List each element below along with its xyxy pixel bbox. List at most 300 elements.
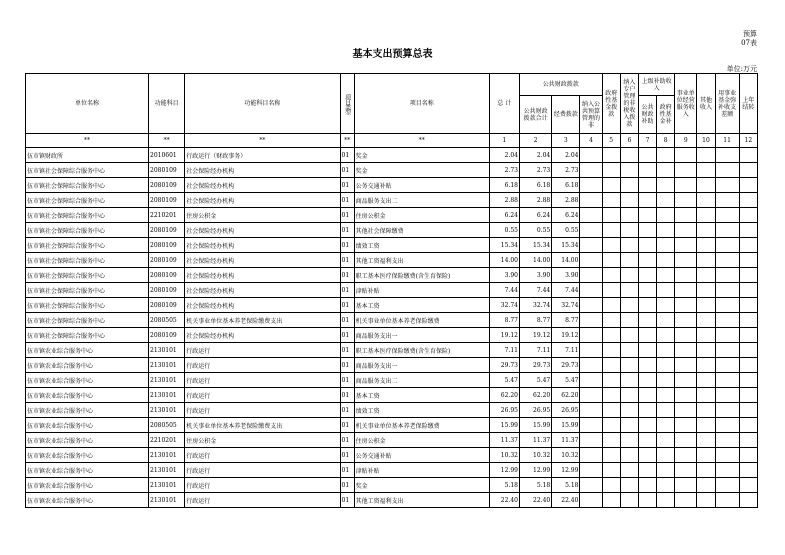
report-code-line1: 预算 [743, 30, 757, 38]
text-cell: 伍市镇农业综合服务中心 [26, 388, 149, 403]
empty-cell [715, 418, 739, 433]
amount-cell: 8.77 [489, 313, 519, 328]
text-cell: 01 [340, 343, 354, 358]
table-row [26, 403, 758, 418]
amount-cell: 11.37 [489, 433, 519, 448]
empty-cell [620, 388, 638, 403]
empty-cell [697, 328, 715, 343]
amount-cell: 2.04 [552, 148, 580, 163]
header-item-type [340, 74, 354, 134]
empty-cell [638, 268, 656, 283]
amount-cell: 12.99 [489, 463, 519, 478]
empty-cell [602, 418, 620, 433]
empty-cell [620, 403, 638, 418]
empty-cell [715, 328, 739, 343]
empty-cell [697, 493, 715, 508]
empty-cell [675, 193, 697, 208]
empty-cell [580, 208, 602, 223]
amount-cell: 7.11 [552, 343, 580, 358]
empty-cell [620, 208, 638, 223]
amount-cell: 7.11 [489, 343, 519, 358]
empty-cell [657, 193, 675, 208]
amount-cell: 19.12 [489, 328, 519, 343]
empty-cell [675, 388, 697, 403]
empty-cell [657, 163, 675, 178]
empty-cell [580, 283, 602, 298]
text-cell: 伍市镇社会保障综合服务中心 [26, 283, 149, 298]
empty-cell [580, 418, 602, 433]
table-row [26, 433, 758, 448]
empty-cell [602, 163, 620, 178]
amount-cell: 14.00 [552, 253, 580, 268]
empty-cell [657, 208, 675, 223]
amount-cell: 5.47 [519, 373, 551, 388]
header-fund-in [580, 96, 602, 134]
empty-cell [697, 343, 715, 358]
empty-cell [638, 478, 656, 493]
empty-cell [638, 283, 656, 298]
text-cell: 01 [340, 283, 354, 298]
text-cell: 社会保险经办机构 [185, 238, 340, 253]
empty-cell [739, 223, 757, 238]
empty-cell [602, 178, 620, 193]
empty-cell [620, 253, 638, 268]
text-cell: 01 [340, 373, 354, 388]
empty-cell [675, 223, 697, 238]
text-cell: 机关事业单位基本养老保险缴费支出 [185, 418, 340, 433]
text-cell: 2210201 [149, 208, 185, 223]
empty-cell [657, 283, 675, 298]
empty-cell [657, 223, 675, 238]
text-cell: 伍市镇社会保障综合服务中心 [26, 223, 149, 238]
table-row [26, 208, 758, 223]
text-cell: 2130101 [149, 478, 185, 493]
empty-cell [739, 448, 757, 463]
empty-cell [715, 433, 739, 448]
empty-cell [638, 328, 656, 343]
header-business [675, 74, 697, 134]
empty-cell [580, 268, 602, 283]
empty-cell [657, 403, 675, 418]
header-func-code: 功能科目 [149, 74, 185, 134]
empty-cell [739, 328, 757, 343]
amount-cell: 7.44 [489, 283, 519, 298]
amount-cell: 26.95 [489, 403, 519, 418]
text-cell: 2130101 [149, 358, 185, 373]
table-row [26, 283, 758, 298]
index-cell: 4 [580, 134, 602, 148]
amount-cell: 3.90 [519, 268, 551, 283]
text-cell: 01 [340, 298, 354, 313]
empty-cell [638, 163, 656, 178]
text-cell: 2080505 [149, 418, 185, 433]
empty-cell [657, 313, 675, 328]
empty-cell [638, 148, 656, 163]
text-cell: 伍市镇社会保障综合服务中心 [26, 253, 149, 268]
text-cell: 奖金 [354, 478, 489, 493]
empty-cell [580, 253, 602, 268]
text-cell: 行政运行 [185, 463, 340, 478]
text-cell: 伍市镇社会保障综合服务中心 [26, 298, 149, 313]
empty-cell [697, 403, 715, 418]
index-cell: 2 [519, 134, 551, 148]
empty-cell [602, 208, 620, 223]
empty-cell [739, 358, 757, 373]
index-cell: 10 [697, 134, 715, 148]
empty-cell [715, 373, 739, 388]
text-cell: 01 [340, 223, 354, 238]
empty-cell [715, 493, 739, 508]
empty-cell [715, 208, 739, 223]
amount-cell: 2.88 [489, 193, 519, 208]
amount-cell: 26.95 [552, 403, 580, 418]
empty-cell [715, 163, 739, 178]
text-cell: 伍市镇农业综合服务中心 [26, 493, 149, 508]
amount-cell: 12.99 [519, 463, 551, 478]
table-row [26, 463, 758, 478]
empty-cell [657, 253, 675, 268]
text-cell: 行政运行 [185, 343, 340, 358]
amount-cell: 3.90 [489, 268, 519, 283]
index-row [26, 134, 758, 148]
text-cell: 01 [340, 208, 354, 223]
text-cell: 住房公积金 [185, 433, 340, 448]
text-cell: 伍市镇社会保障综合服务中心 [26, 313, 149, 328]
empty-cell [675, 298, 697, 313]
text-cell: 行政运行 [185, 403, 340, 418]
empty-cell [697, 283, 715, 298]
header-item-type-label: 项目类型 [343, 93, 351, 114]
amount-cell: 29.73 [552, 358, 580, 373]
empty-cell [675, 253, 697, 268]
empty-cell [602, 193, 620, 208]
amount-cell: 0.55 [519, 223, 551, 238]
empty-cell [602, 298, 620, 313]
empty-cell [657, 238, 675, 253]
text-cell: 01 [340, 403, 354, 418]
empty-cell [657, 328, 675, 343]
empty-cell [580, 148, 602, 163]
text-cell: 奖金 [354, 148, 489, 163]
text-cell: 社会保险经办机构 [185, 178, 340, 193]
empty-cell [638, 433, 656, 448]
amount-cell: 10.32 [489, 448, 519, 463]
index-cell: 5 [602, 134, 620, 148]
text-cell: 职工基本医疗保险缴费(含生育保险) [354, 343, 489, 358]
empty-cell [657, 388, 675, 403]
empty-cell [657, 463, 675, 478]
header-upper-public: 公共财政补助 [638, 96, 656, 134]
header-business-label: 事业单位经营服务收入 [676, 89, 695, 118]
amount-cell: 0.55 [552, 223, 580, 238]
text-cell: 2080109 [149, 178, 185, 193]
index-cell: 1 [489, 134, 519, 148]
table-body [26, 134, 758, 508]
text-cell: 伍市镇农业综合服务中心 [26, 463, 149, 478]
empty-cell [602, 238, 620, 253]
empty-cell [739, 298, 757, 313]
amount-cell: 0.55 [489, 223, 519, 238]
amount-cell: 2.04 [519, 148, 551, 163]
table-row [26, 313, 758, 328]
empty-cell [580, 448, 602, 463]
empty-cell [675, 313, 697, 328]
text-cell: 商品服务支出一 [354, 358, 489, 373]
empty-cell [715, 298, 739, 313]
text-cell: 行政运行 [185, 448, 340, 463]
text-cell: 01 [340, 193, 354, 208]
text-cell: 2130101 [149, 388, 185, 403]
empty-cell [739, 283, 757, 298]
text-cell: 社会保险经办机构 [185, 163, 340, 178]
empty-cell [739, 433, 757, 448]
empty-cell [657, 358, 675, 373]
amount-cell: 15.34 [489, 238, 519, 253]
amount-cell: 5.47 [552, 373, 580, 388]
text-cell: 01 [340, 418, 354, 433]
empty-cell [620, 163, 638, 178]
empty-cell [675, 328, 697, 343]
empty-cell [602, 253, 620, 268]
empty-cell [697, 193, 715, 208]
text-cell: 01 [340, 388, 354, 403]
empty-cell [580, 358, 602, 373]
text-cell: 其他社会保障缴费 [354, 223, 489, 238]
text-cell: 职工基本医疗保险缴费(含生育保险) [354, 268, 489, 283]
index-cell: ** [354, 134, 489, 148]
text-cell: 伍市镇农业综合服务中心 [26, 433, 149, 448]
header-total: 总 计 [489, 74, 519, 134]
text-cell: 01 [340, 148, 354, 163]
empty-cell [620, 328, 638, 343]
text-cell: 2130101 [149, 463, 185, 478]
empty-cell [739, 178, 757, 193]
empty-cell [697, 358, 715, 373]
text-cell: 2130101 [149, 373, 185, 388]
amount-cell: 2.73 [519, 163, 551, 178]
empty-cell [638, 403, 656, 418]
amount-cell: 6.18 [552, 178, 580, 193]
empty-cell [675, 373, 697, 388]
header-public-total: 公共财政拨款合计 [519, 96, 551, 134]
amount-cell: 10.32 [519, 448, 551, 463]
empty-cell [697, 148, 715, 163]
amount-cell: 29.73 [489, 358, 519, 373]
empty-cell [580, 238, 602, 253]
amount-cell: 7.44 [519, 283, 551, 298]
amount-cell: 2.88 [519, 193, 551, 208]
empty-cell [620, 298, 638, 313]
empty-cell [697, 418, 715, 433]
empty-cell [580, 463, 602, 478]
header-upper-group: 上级补助收入 [638, 74, 674, 96]
text-cell: 01 [340, 448, 354, 463]
header-gov-fund-label: 政府性基金拨款 [605, 89, 618, 118]
empty-cell [697, 448, 715, 463]
empty-cell [675, 358, 697, 373]
empty-cell [602, 463, 620, 478]
empty-cell [657, 448, 675, 463]
empty-cell [620, 178, 638, 193]
text-cell: 2210201 [149, 433, 185, 448]
amount-cell: 15.34 [519, 238, 551, 253]
text-cell: 2080109 [149, 238, 185, 253]
empty-cell [602, 433, 620, 448]
amount-cell: 62.20 [552, 388, 580, 403]
amount-cell: 11.37 [519, 433, 551, 448]
empty-cell [715, 193, 739, 208]
empty-cell [657, 298, 675, 313]
text-cell: 伍市镇农业综合服务中心 [26, 478, 149, 493]
text-cell: 伍市镇农业综合服务中心 [26, 418, 149, 433]
text-cell: 商品服务支出二 [354, 193, 489, 208]
empty-cell [620, 478, 638, 493]
empty-cell [675, 433, 697, 448]
empty-cell [697, 208, 715, 223]
empty-cell [620, 463, 638, 478]
empty-cell [580, 433, 602, 448]
text-cell: 其他工资福利支出 [354, 253, 489, 268]
amount-cell: 7.44 [552, 283, 580, 298]
index-cell: 3 [552, 134, 580, 148]
text-cell: 2080109 [149, 163, 185, 178]
amount-cell: 62.20 [519, 388, 551, 403]
empty-cell [580, 328, 602, 343]
empty-cell [715, 253, 739, 268]
text-cell: 2080109 [149, 253, 185, 268]
amount-cell: 29.73 [519, 358, 551, 373]
index-cell: 9 [675, 134, 697, 148]
empty-cell [657, 373, 675, 388]
table-row [26, 253, 758, 268]
page-title: 基本支出预算总表 [352, 49, 433, 60]
text-cell: 2130101 [149, 493, 185, 508]
empty-cell [697, 223, 715, 238]
text-cell: 社会保险经办机构 [185, 268, 340, 283]
table-row [26, 148, 758, 163]
empty-cell [697, 178, 715, 193]
table-row [26, 448, 758, 463]
empty-cell [580, 388, 602, 403]
empty-cell [715, 283, 739, 298]
empty-cell [657, 178, 675, 193]
empty-cell [620, 433, 638, 448]
empty-cell [715, 268, 739, 283]
table-row [26, 193, 758, 208]
empty-cell [620, 238, 638, 253]
empty-cell [620, 373, 638, 388]
empty-cell [675, 148, 697, 163]
empty-cell [638, 493, 656, 508]
table-row [26, 493, 758, 508]
amount-cell: 62.20 [489, 388, 519, 403]
empty-cell [739, 463, 757, 478]
empty-cell [697, 463, 715, 478]
empty-cell [602, 373, 620, 388]
amount-cell: 19.12 [552, 328, 580, 343]
text-cell: 2130101 [149, 343, 185, 358]
text-cell: 商品服务支出一 [354, 328, 489, 343]
empty-cell [715, 448, 739, 463]
header-public-group: 公共财政拨款 [519, 74, 602, 96]
empty-cell [739, 148, 757, 163]
empty-cell [620, 418, 638, 433]
header-other: 其他收入 [697, 74, 715, 134]
empty-cell [638, 418, 656, 433]
empty-cell [620, 493, 638, 508]
empty-cell [620, 343, 638, 358]
text-cell: 伍市镇农业综合服务中心 [26, 373, 149, 388]
text-cell: 2080505 [149, 313, 185, 328]
header-carry: 上年结转 [739, 74, 757, 134]
empty-cell [739, 478, 757, 493]
table-row [26, 358, 758, 373]
empty-cell [580, 478, 602, 493]
text-cell: 公务交通补贴 [354, 448, 489, 463]
empty-cell [602, 268, 620, 283]
text-cell: 2080109 [149, 223, 185, 238]
text-cell: 行政运行 [185, 388, 340, 403]
header-fund-in-label: 纳入公共预算管理的非 [582, 100, 601, 129]
amount-cell: 5.18 [519, 478, 551, 493]
empty-cell [602, 328, 620, 343]
empty-cell [715, 178, 739, 193]
amount-cell: 19.12 [519, 328, 551, 343]
empty-cell [739, 418, 757, 433]
text-cell: 行政运行 [185, 358, 340, 373]
table-row [26, 343, 758, 358]
header-special-label: 纳入专户管理的非税收入拨款 [623, 79, 636, 128]
empty-cell [739, 403, 757, 418]
amount-cell: 15.99 [519, 418, 551, 433]
text-cell: 01 [340, 478, 354, 493]
empty-cell [675, 238, 697, 253]
empty-cell [602, 358, 620, 373]
empty-cell [638, 208, 656, 223]
table-row [26, 328, 758, 343]
index-cell: 8 [657, 134, 675, 148]
header-special [620, 74, 638, 134]
empty-cell [657, 493, 675, 508]
empty-cell [602, 388, 620, 403]
text-cell: 2080109 [149, 268, 185, 283]
amount-cell: 32.74 [489, 298, 519, 313]
empty-cell [580, 178, 602, 193]
empty-cell [697, 163, 715, 178]
unit-label: 单位:万元 [726, 65, 757, 73]
text-cell: 公务交通补贴 [354, 178, 489, 193]
report-code-line2: 07表 [741, 39, 757, 47]
empty-cell [580, 373, 602, 388]
empty-cell [602, 223, 620, 238]
text-cell: 伍市镇农业综合服务中心 [26, 448, 149, 463]
text-cell: 伍市镇社会保障综合服务中心 [26, 163, 149, 178]
text-cell: 伍市镇农业综合服务中心 [26, 358, 149, 373]
empty-cell [657, 433, 675, 448]
index-cell: 12 [739, 134, 757, 148]
text-cell: 基本工资 [354, 388, 489, 403]
empty-cell [739, 343, 757, 358]
header-item-name: 项目名称 [354, 74, 489, 134]
empty-cell [638, 298, 656, 313]
text-cell: 商品服务支出二 [354, 373, 489, 388]
text-cell: 绩效工资 [354, 403, 489, 418]
empty-cell [675, 418, 697, 433]
text-cell: 机关事业单位基本养老保险缴费 [354, 418, 489, 433]
empty-cell [620, 223, 638, 238]
empty-cell [580, 163, 602, 178]
amount-cell: 6.24 [552, 208, 580, 223]
